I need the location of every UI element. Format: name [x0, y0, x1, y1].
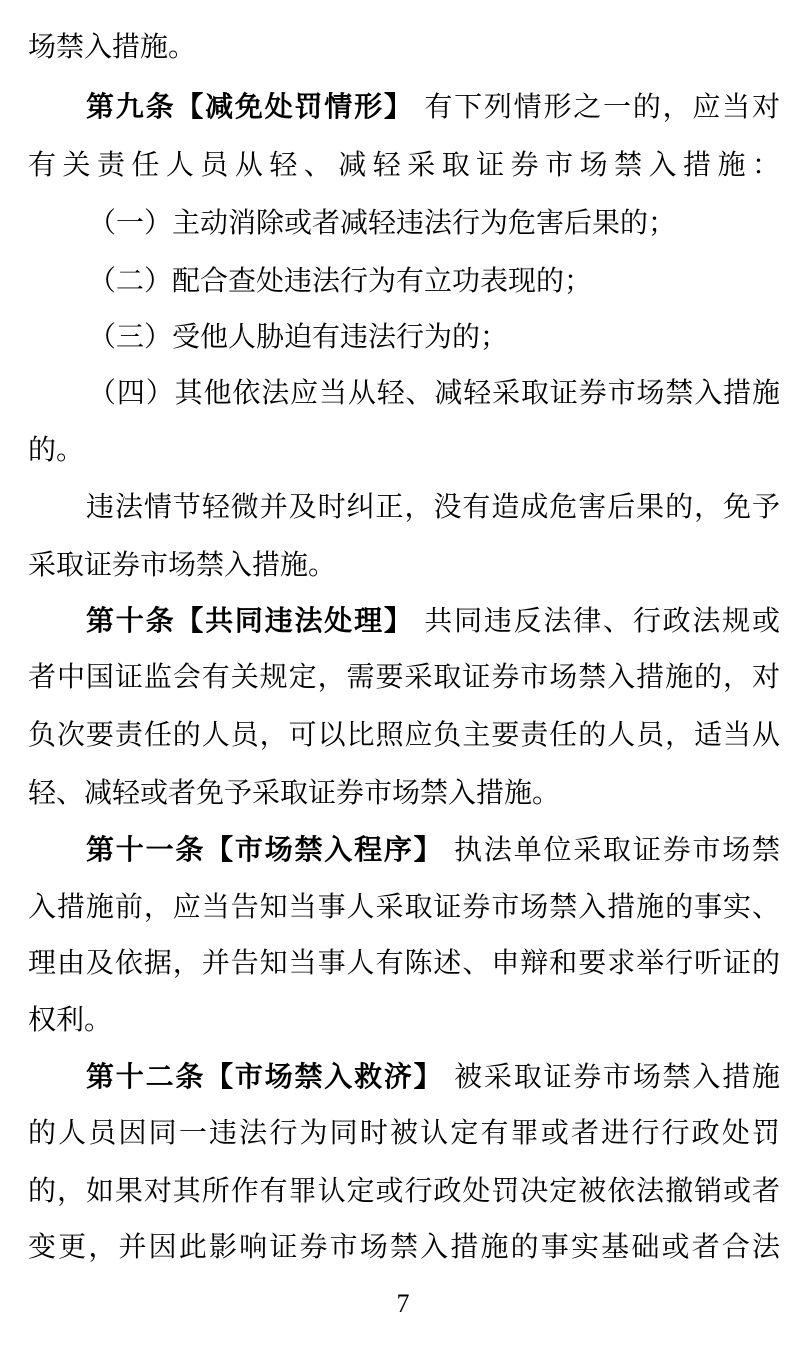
text-line: 轻、减轻或者免予采取证券市场禁入措施。 — [28, 776, 561, 809]
article-11-line — [86, 830, 780, 870]
article-9-text: 有下列情形之一的，应当对 — [424, 90, 780, 123]
list-item: （二）配合查处违法行为有立功表现的； — [88, 264, 593, 297]
text-line: 采取证券市场禁入措施。 — [28, 548, 337, 581]
article-11-heading: 第十一条【市场禁入程序】 — [86, 833, 444, 866]
text-line: 的人员因同一违法行为同时被认定有罪或者进行行政处罚 — [28, 1116, 780, 1149]
text-line: 权利。 — [28, 1003, 113, 1036]
article-10-line — [86, 601, 780, 641]
text-line: 负次要责任的人员，可以比照应负主要责任的人员，适当从 — [28, 718, 780, 751]
list-item: （一）主动消除或者减轻违法行为危害后果的； — [88, 206, 677, 239]
text-line: 变更，并因此影响证券市场禁入措施的事实基础或者合法 — [28, 1230, 780, 1263]
text-line: 场禁入措施。 — [28, 30, 197, 63]
text-line: 理由及依据，并告知当事人有陈述、申辩和要求举行听证的 — [28, 946, 780, 979]
article-12-heading: 第十二条【市场禁入救济】 — [86, 1060, 444, 1093]
article-12-text: 被采取证券市场禁入措施 — [454, 1060, 780, 1093]
text-line: 有关责任人员从轻、减轻采取证券市场禁入措施： — [28, 148, 780, 181]
text-line: 的，如果对其所作有罪认定或行政处罚决定被依法撤销或者 — [28, 1174, 780, 1207]
article-12-line — [86, 1057, 780, 1097]
page-number: 7 — [396, 1289, 410, 1318]
article-10-text: 共同违反法律、行政法规或 — [424, 604, 780, 637]
text-line: 入措施前，应当告知当事人采取证券市场禁入措施的事实、 — [28, 890, 780, 923]
text-line: 者中国证监会有关规定，需要采取证券市场禁入措施的，对 — [28, 660, 780, 693]
list-item: （三）受他人胁迫有违法行为的； — [88, 320, 509, 353]
list-item: （四）其他依法应当从轻、减轻采取证券市场禁入措施 — [88, 376, 780, 409]
article-9-line — [86, 87, 780, 127]
article-9-heading: 第九条【减免处罚情形】 — [86, 90, 414, 123]
text-line: 的。 — [28, 433, 85, 466]
article-11-text: 执法单位采取证券市场禁 — [454, 833, 780, 866]
article-10-heading: 第十条【共同违法处理】 — [86, 604, 414, 637]
paragraph-line: 违法情节轻微并及时纠正，没有造成危害后果的，免予 — [86, 490, 780, 523]
